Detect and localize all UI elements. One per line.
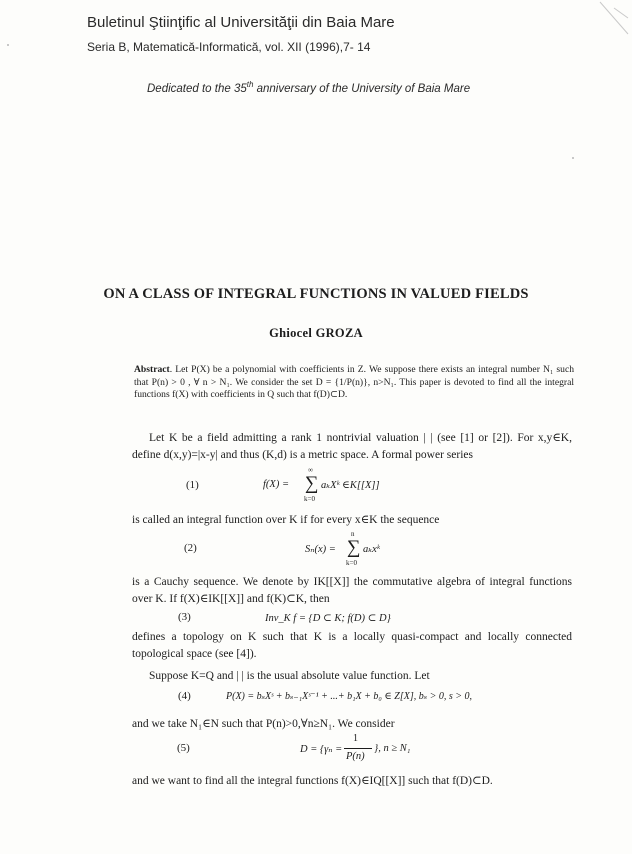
equation-1-rhs: aₖXᵏ ∈K[[X]]: [321, 480, 380, 491]
equation-5-numerator: 1: [353, 733, 358, 744]
abstract-label: Abstract: [134, 364, 170, 375]
paragraph-cauchy: is a Cauchy sequence. We denote by IK[[X]] the commutative algebra of integral functions over K. If f(X)∈IK[[X]] and f(K)⊂K, then: [132, 576, 572, 605]
equation-5-denominator: P(n): [346, 751, 365, 762]
paragraph-integral-function: is called an integral function over K if for every x∈K the sequence: [132, 514, 440, 526]
scan-corner-mark: [592, 0, 632, 40]
equation-5-rhs: }, n ≥ N₁: [374, 743, 411, 754]
equation-5-lhs: D = {γₙ =: [300, 744, 343, 755]
equation-2-sum-symbol: ∑: [347, 537, 361, 558]
equation-1-sum-symbol: ∑: [305, 473, 319, 494]
equation-5-fraction-bar: [344, 748, 372, 749]
dedication-suffix: anniversary of the University of Baia Mare: [253, 82, 471, 95]
journal-name: Buletinul Ştiinţific al Universităţii din Baia Mare: [87, 14, 395, 31]
equation-1-upper-limit: ∞: [308, 466, 313, 474]
dedication-prefix: Dedicated to the 35: [147, 82, 247, 95]
equation-2-lhs: Sₙ(x) =: [305, 544, 336, 555]
equation-3-expr: Inv_K f = {D ⊂ K; f(D) ⊂ D}: [265, 613, 391, 624]
abstract: [134, 364, 574, 402]
paragraph-goal: and we want to find all the integral functions f(X)∈IQ[[X]] such that f(D)⊂D.: [132, 775, 493, 787]
journal-series: Seria B, Matematică-Informatică, vol. XII (1996),7- 14: [87, 40, 371, 54]
scan-speck: [7, 44, 9, 46]
paragraph-suppose: Suppose K=Q and | | is the usual absolute value function. Let: [149, 670, 430, 682]
dedication: [147, 80, 470, 95]
paragraph-consider: and we take N₁∈N such that P(n)>0,∀n≥N₁. We consider: [132, 718, 395, 730]
paragraph-intro: Let K be a field admitting a rank 1 nontrivial valuation | | (see [1] or [2]). For x,y∈K, define d(x,y)=|x-y| and thus (K,d) is a metric space. A formal power series: [132, 432, 572, 461]
paper-author: Ghiocel GROZA: [269, 326, 363, 340]
equation-2-upper-limit: n: [351, 530, 355, 538]
equation-4-expr: P(X) = bₛXˢ + bₛ₋₁Xˢ⁻¹ + ...+ b₁X + b₀ ∈ Z[X], bₛ > 0, s > 0,: [226, 691, 472, 702]
dedication-superscript: th: [246, 80, 254, 89]
equation-2-rhs: aₖxᵏ: [363, 544, 380, 555]
equation-3-number: (3): [178, 611, 191, 623]
paper-title: ON A CLASS OF INTEGRAL FUNCTIONS IN VALUED FIELDS: [103, 286, 529, 302]
scan-speck: [572, 157, 574, 159]
equation-5-number: (5): [177, 742, 190, 754]
equation-2-number: (2): [184, 542, 197, 554]
equation-1-number: (1): [186, 479, 199, 491]
equation-4-number: (4): [178, 690, 191, 702]
equation-1-lhs: f(X) =: [263, 479, 290, 490]
equation-2-lower-limit: k=0: [346, 559, 357, 567]
equation-1-lower-limit: k=0: [304, 495, 315, 503]
paragraph-topology: defines a topology on K such that K is a locally quasi-compact and locally connected topological space (see [4]).: [132, 631, 572, 660]
abstract-text: . Let P(X) be a polynomial with coefficients in Z. We suppose there exists an integral number N₁ such that P(n) > 0 , ∀ n > N₁. We consider the set D = {1/P(n)}, n>N₁. This paper is devoted to find all the integral functions f(X) with coefficients in Q such that f(D)⊂D.: [134, 364, 574, 400]
